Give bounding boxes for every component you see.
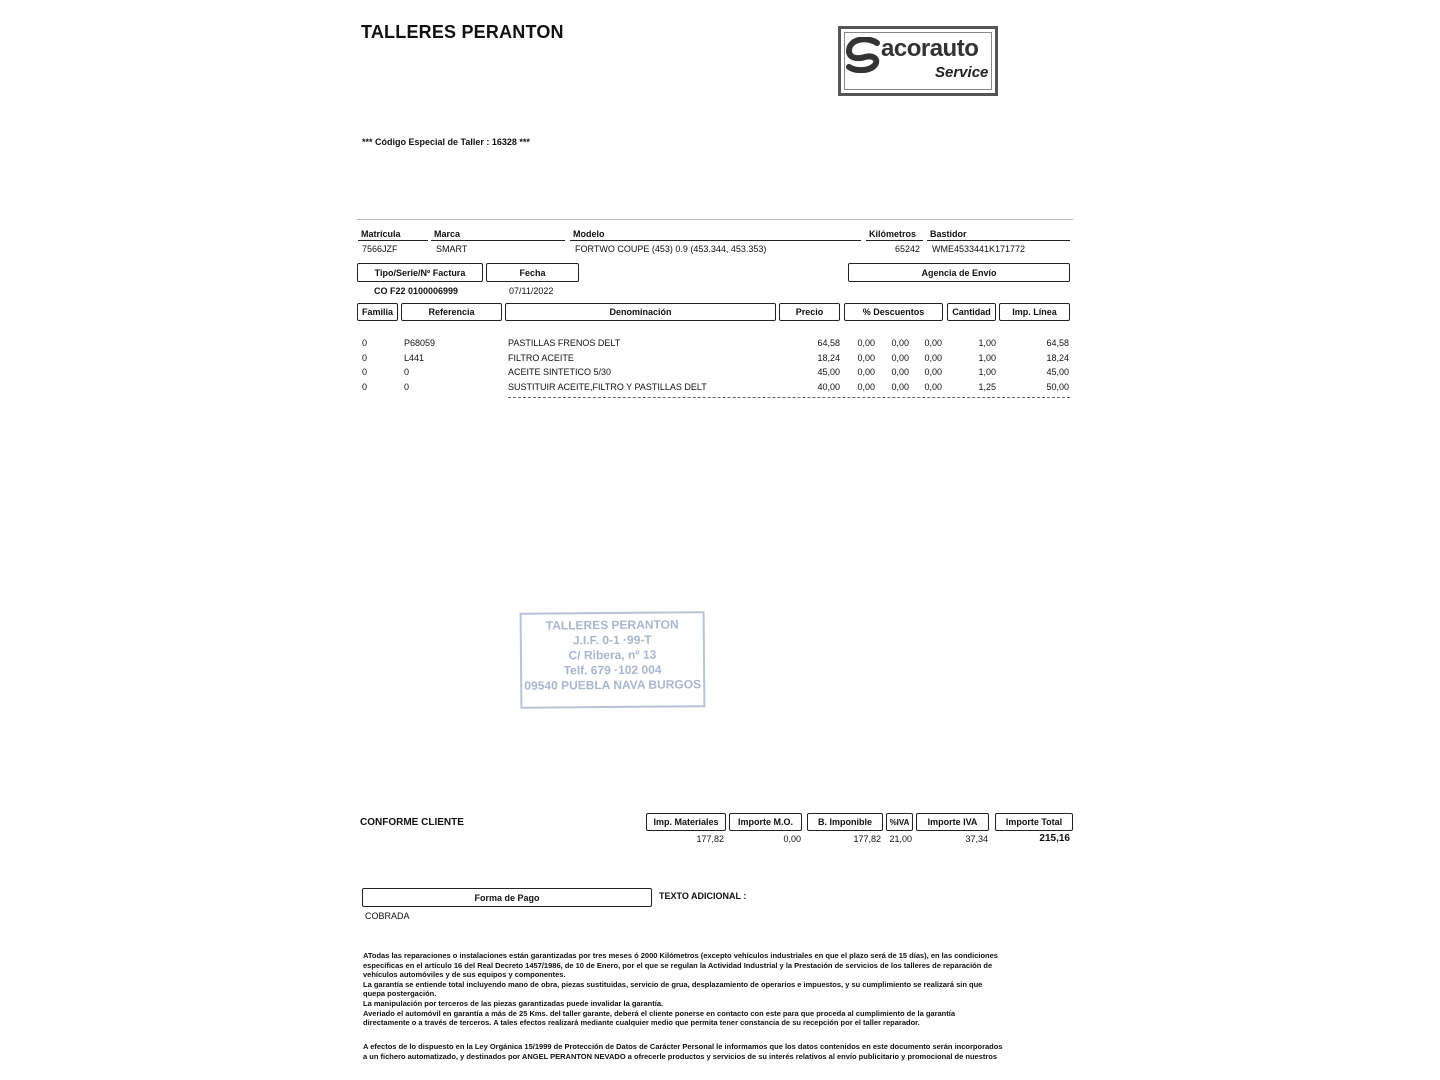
legal-line: Averiado el automóvil en garantía a más de 25 Kms. del taller garante, deberá el cliente ponerse en contacto con este para que proceda al cumplimiento de la garantía (363, 1008, 955, 1018)
legal-line: a un fichero automatizado, y destinados por ANGEL PERANTON NEVADO a ofrecerle productos y servicios de su interés relativos al envío publicitario y promocional de nuestros (363, 1051, 998, 1061)
header-importe-mo: Importe M.O. (729, 813, 802, 831)
cell-descuento-1: 0,00 (857, 381, 875, 392)
value-fecha: 07/11/2022 (509, 286, 554, 296)
underline-marca (431, 240, 565, 241)
conforme-cliente: CONFORME CLIENTE (360, 817, 464, 828)
table-end-rule (508, 397, 1070, 398)
stamp-line: 09540 PUEBLA NAVA BURGOS (524, 677, 702, 693)
underline-modelo (570, 240, 861, 241)
cell-descuento-3: 0,00 (924, 338, 942, 348)
cell-descuento-1: 0,00 (857, 352, 875, 363)
header-tipo-factura: Tipo/Serie/Nº Factura (357, 263, 483, 282)
value-importe-total: 215,16 (1039, 833, 1070, 844)
header-imp-materiales: Imp. Materiales (646, 813, 726, 831)
stamp-line: Telf. 679 ·102 004 (563, 662, 662, 678)
value-km: 65242 (894, 244, 920, 254)
label-bastidor: Bastidor (930, 229, 967, 239)
legal-line: vehículos automóviles y de sus equipos y componentes. (363, 970, 566, 980)
legal-line: directamente o a través de terceros. A tales efectos realizará mediante cualquier medio que permita tener constancia de su recepción por el taller reparador. (363, 1018, 920, 1028)
cell-descuento-3: 0,00 (924, 352, 942, 363)
col-descuentos: % Descuentos (844, 303, 943, 321)
cell-denominacion: FILTRO ACEITE (508, 352, 574, 363)
cell-precio: 64,58 (817, 338, 840, 348)
legal-data-protection (363, 1042, 1053, 1061)
cell-descuento-1: 0,00 (857, 338, 875, 348)
underline-km (866, 240, 923, 241)
cell-descuento-3: 0,00 (924, 381, 942, 392)
label-matricula: Matrícula (361, 229, 401, 239)
legal-line: A efectos de lo dispuesto en la Ley Orgánica 15/1999 de Protección de Datos de Carácter Personal le informamos que los datos contenidos en este documento serán incorporados (363, 1042, 1003, 1051)
col-precio: Precio (779, 303, 840, 321)
value-imp-materiales: 177,82 (696, 834, 724, 844)
value-importe-mo: 0,00 (783, 834, 801, 844)
value-bastidor: WME4533441K171772 (932, 244, 1026, 254)
header-base-imponible: B. Imponible (807, 813, 883, 831)
stamp-line: J.I.F. 0-1 ·99-T (572, 632, 652, 648)
cell-cantidad: 1,00 (978, 367, 996, 377)
underline-bastidor (927, 240, 1070, 241)
legal-line: específicas en el artículo 16 del Real Decreto 1457/1986, de 10 de Enero, por el que se regulan la Actividad Industrial y la Prestación de servicios de los talleres de reparación de (363, 960, 993, 970)
company-name: TALLERES PERANTON (361, 22, 564, 42)
header-pct-iva: %IVA (886, 813, 913, 831)
cell-cantidad: 1,00 (978, 352, 996, 363)
value-matricula: 7566JZF (362, 244, 398, 254)
value-base-imponible: 177,82 (853, 834, 881, 844)
cell-precio: 45,00 (817, 367, 840, 377)
cell-descuento-1: 0,00 (857, 367, 875, 377)
value-modelo: FORTWO COUPE (453) 0.9 (453.344, 453.353) (575, 244, 767, 254)
header-forma-pago: Forma de Pago (362, 888, 652, 907)
col-denominacion: Denominación (505, 303, 776, 321)
legal-line: La garantía se entiende total incluyendo mano de obra, piezas sustituidas, servicio de grua, desplazamiento de operarios e impuestos, y su cumplimiento se realizará sin que (363, 979, 983, 989)
value-pct-iva: 21,00 (889, 834, 912, 844)
section-divider (357, 219, 1073, 220)
stamp-line: TALLERES PERANTON (545, 617, 679, 633)
header-fecha: Fecha (486, 263, 579, 282)
cell-descuento-2: 0,00 (891, 338, 909, 348)
value-marca: SMART (436, 244, 468, 254)
cell-denominacion: SUSTITUIR ACEITE,FILTRO Y PASTILLAS DELT (508, 381, 707, 392)
col-familia: Familia (357, 303, 398, 321)
cell-familia: 0 (362, 381, 368, 392)
logo-sub-text: Service (935, 64, 989, 81)
col-imp-linea: Imp. Línea (999, 303, 1070, 321)
header-agencia-envio: Agencia de Envío (848, 263, 1070, 282)
legal-line: ATodas las reparaciones o instalaciones están garantizadas por tres meses ó 2000 Kilómetros (excepto vehículos industriales en que el plazo será de 15 días), en las condiciones (363, 951, 998, 960)
cell-referencia: 0 (404, 381, 410, 392)
header-importe-iva: Importe IVA (916, 813, 989, 831)
acorauto-logo (838, 26, 998, 96)
acorauto-logo-icon (845, 37, 883, 73)
label-kilometros: Kilómetros (869, 229, 917, 239)
cell-precio: 18,24 (817, 352, 840, 363)
col-referencia: Referencia (401, 303, 502, 321)
texto-adicional-label: TEXTO ADICIONAL : (659, 891, 747, 901)
header-importe-total: Importe Total (995, 813, 1073, 831)
cell-importe: 45,00 (1046, 367, 1069, 377)
company-stamp (520, 611, 706, 709)
cell-importe: 50,00 (1046, 381, 1069, 392)
cell-denominacion: ACEITE SINTETICO 5/30 (508, 367, 612, 377)
cell-importe: 18,24 (1046, 352, 1069, 363)
col-cantidad: Cantidad (947, 303, 996, 321)
cell-descuento-2: 0,00 (891, 381, 909, 392)
cell-descuento-2: 0,00 (891, 352, 909, 363)
value-tipo-factura: CO F22 0100006999 (374, 286, 459, 296)
cell-importe: 64,58 (1046, 338, 1069, 348)
cell-referencia: P68059 (404, 338, 436, 348)
cell-denominacion: PASTILLAS FRENOS DELT (508, 338, 621, 348)
cell-referencia: L441 (404, 352, 425, 363)
workshop-code: *** Código Especial de Taller : 16328 *** (362, 137, 530, 147)
legal-line: quepa postergación. (363, 989, 437, 999)
label-modelo: Modelo (573, 229, 605, 239)
value-importe-iva: 37,34 (965, 834, 988, 844)
cell-cantidad: 1,00 (978, 338, 996, 348)
logo-brand-text: acorauto (881, 35, 979, 62)
cell-referencia: 0 (404, 367, 410, 377)
underline-matricula (358, 240, 428, 241)
stamp-line: C/ Ribera, nº 13 (568, 647, 657, 663)
cell-descuento-3: 0,00 (924, 367, 942, 377)
value-forma-pago: COBRADA (365, 911, 410, 921)
cell-familia: 0 (362, 352, 368, 363)
cell-cantidad: 1,25 (978, 381, 996, 392)
legal-guarantee (363, 951, 1053, 1028)
cell-descuento-2: 0,00 (891, 367, 909, 377)
cell-familia: 0 (362, 367, 368, 377)
cell-precio: 40,00 (817, 381, 840, 392)
cell-familia: 0 (362, 338, 368, 348)
label-marca: Marca (434, 229, 461, 239)
legal-line: La manipulación por terceros de las piezas garantizadas puede invalidar la garantía. (363, 998, 664, 1008)
